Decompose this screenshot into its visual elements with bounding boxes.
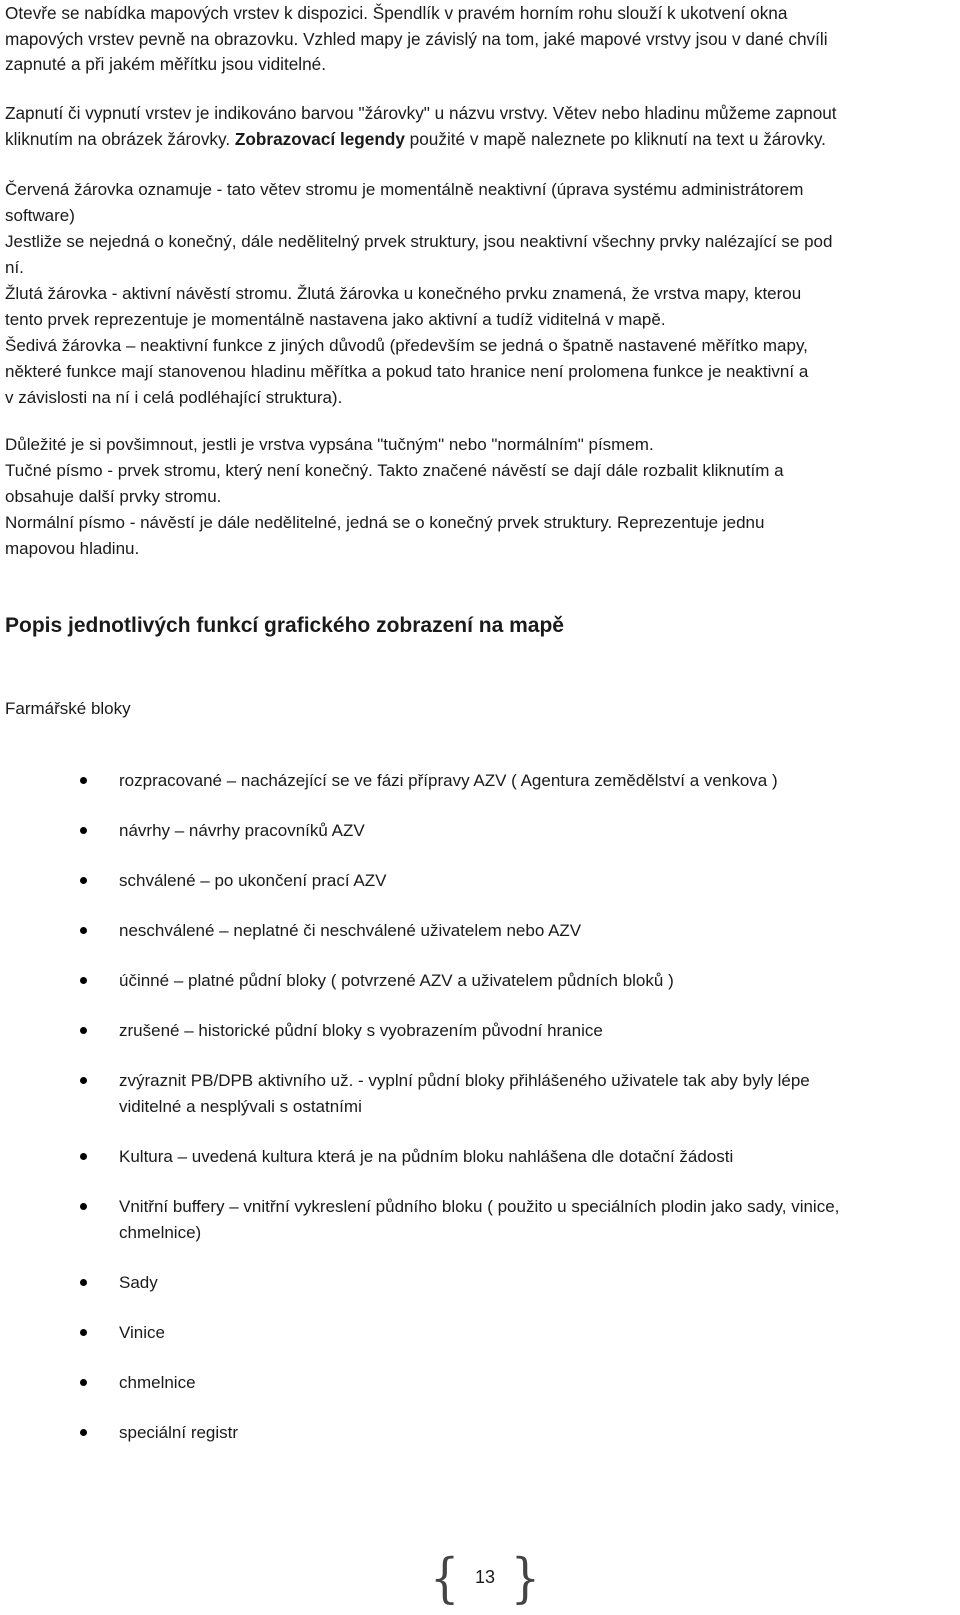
bullet-icon xyxy=(80,1203,87,1210)
text-line: Zapnutí či vypnutí vrstev je indikováno barvou "žárovky" u názvu vrstvy. Větev nebo hladinu můžeme zapnout xyxy=(5,103,837,123)
bullet-icon xyxy=(80,1279,87,1286)
grey-bulb-line: Šedivá žárovka – neaktivní funkce z jiných důvodů (především se jedná o špatně nastavené měřítko mapy, xyxy=(5,336,808,355)
bullet-icon xyxy=(80,1077,87,1084)
text-line: zapnuté a při jakém měřítku jsou viditelné. xyxy=(5,54,326,74)
list-item: zvýraznit PB/DPB aktivního už. - vyplní půdní bloky přihlášeného uživatele tak aby byly lépe viditelné a nesplývali s ostatními xyxy=(0,1068,955,1120)
right-brace-icon: } xyxy=(510,1546,540,1610)
list-item: chmelnice xyxy=(0,1370,955,1396)
bullet-icon xyxy=(80,977,87,984)
list-item: návrhy – návrhy pracovníků AZV xyxy=(0,818,955,844)
text-line: obsahuje další prvky stromu. xyxy=(5,487,222,506)
bullet-icon xyxy=(80,1429,87,1436)
red-bulb-line: Červená žárovka oznamuje - tato větev stromu je momentálně neaktivní (úprava systému administrátorem xyxy=(5,180,804,199)
page-footer xyxy=(430,1546,540,1610)
list-item: Vinice xyxy=(0,1320,955,1346)
text-line: ní. xyxy=(5,258,24,277)
page-number: 13 xyxy=(474,1567,496,1587)
text-line: některé funkce mají stanovenou hladinu měřítka a pokud tato hranice není prolomena funkce je neaktivní a xyxy=(5,362,809,381)
text-line: v závislosti na ní i celá podléhající struktura). xyxy=(5,388,343,407)
list-item: zrušené – historické půdní bloky s vyobrazením původní hranice xyxy=(0,1018,955,1044)
bulb-states-paragraph xyxy=(5,177,955,411)
bullet-icon xyxy=(80,1153,87,1160)
list-item: rozpracované – nacházející se ve fázi přípravy AZV ( Agentura zemědělství a venkova ) xyxy=(0,768,955,794)
text-span: kliknutím na obrázek žárovky. xyxy=(5,128,235,149)
list-item: neschválené – neplatné či neschválené uživatelem nebo AZV xyxy=(0,918,955,944)
intro-paragraph xyxy=(5,1,955,78)
text-line: Otevře se nabídka mapových vrstev k dispozici. Špendlík v pravém horním rohu slouží k ukotvení okna xyxy=(5,3,788,23)
text-line: Tučné písmo - prvek stromu, který není konečný. Takto značené návěstí se dají dále rozbalit kliknutím a xyxy=(5,461,784,480)
yellow-bulb-line: Žlutá žárovka - aktivní návěstí stromu. Žlutá žárovka u konečného prvku znamená, že vrstva mapy, kterou xyxy=(5,284,802,303)
text-line: Důležité je si povšimnout, jestli je vrstva vypsána "tučným" nebo "normálním" písmem. xyxy=(5,435,654,454)
list-item: Kultura – uvedená kultura která je na půdním bloku nahlášena dle dotační žádosti xyxy=(0,1144,955,1170)
list-item: Vnitřní buffery – vnitřní vykreslení půdního bloku ( použito u speciálních plodin jako sady, vinice, chmelnice) xyxy=(0,1194,955,1246)
text-line: Normální písmo - návěstí je dále nedělitelné, jedná se o konečný prvek struktury. Reprezentuje jednu xyxy=(5,513,765,532)
text-line: tento prvek reprezentuje je momentálně nastavena jako aktivní a tudíž viditelná v mapě. xyxy=(5,310,666,329)
text-line xyxy=(5,127,955,153)
bullet-icon xyxy=(80,1329,87,1336)
bullet-icon xyxy=(80,927,87,934)
font-style-paragraph xyxy=(5,432,955,562)
farm-blocks-list xyxy=(0,768,960,1446)
list-item: speciální registr xyxy=(0,1420,955,1446)
list-item: účinné – platné půdní bloky ( potvrzené AZV a uživatelem půdních bloků ) xyxy=(0,968,955,994)
bullet-icon xyxy=(80,777,87,784)
subsection-heading: Farmářské bloky xyxy=(5,699,131,718)
legend-bold-text: Zobrazovací legendy xyxy=(234,128,405,149)
text-line: Jestliže se nejedná o konečný, dále nedělitelný prvek struktury, jsou neaktivní všechny prvky nalézající se pod xyxy=(5,232,833,251)
text-span: použité v mapě naleznete po kliknutí na text u žárovky. xyxy=(404,128,826,149)
bullet-icon xyxy=(80,827,87,834)
list-item: schválené – po ukončení prací AZV xyxy=(0,868,955,894)
text-line: mapovou hladinu. xyxy=(5,539,140,558)
list-item: Sady xyxy=(0,1270,955,1296)
bullet-icon xyxy=(80,1379,87,1386)
section-heading: Popis jednotlivých funkcí grafického zobrazení na mapě xyxy=(5,614,564,637)
text-line: mapových vrstev pevně na obrazovku. Vzhled mapy je závislý na tom, jaké mapové vrstvy jsou v dané chvíli xyxy=(5,28,828,49)
bullet-icon xyxy=(80,1027,87,1034)
bullet-icon xyxy=(80,877,87,884)
left-brace-icon: { xyxy=(430,1546,460,1610)
bulb-paragraph xyxy=(5,101,955,152)
text-line: software) xyxy=(5,206,75,225)
